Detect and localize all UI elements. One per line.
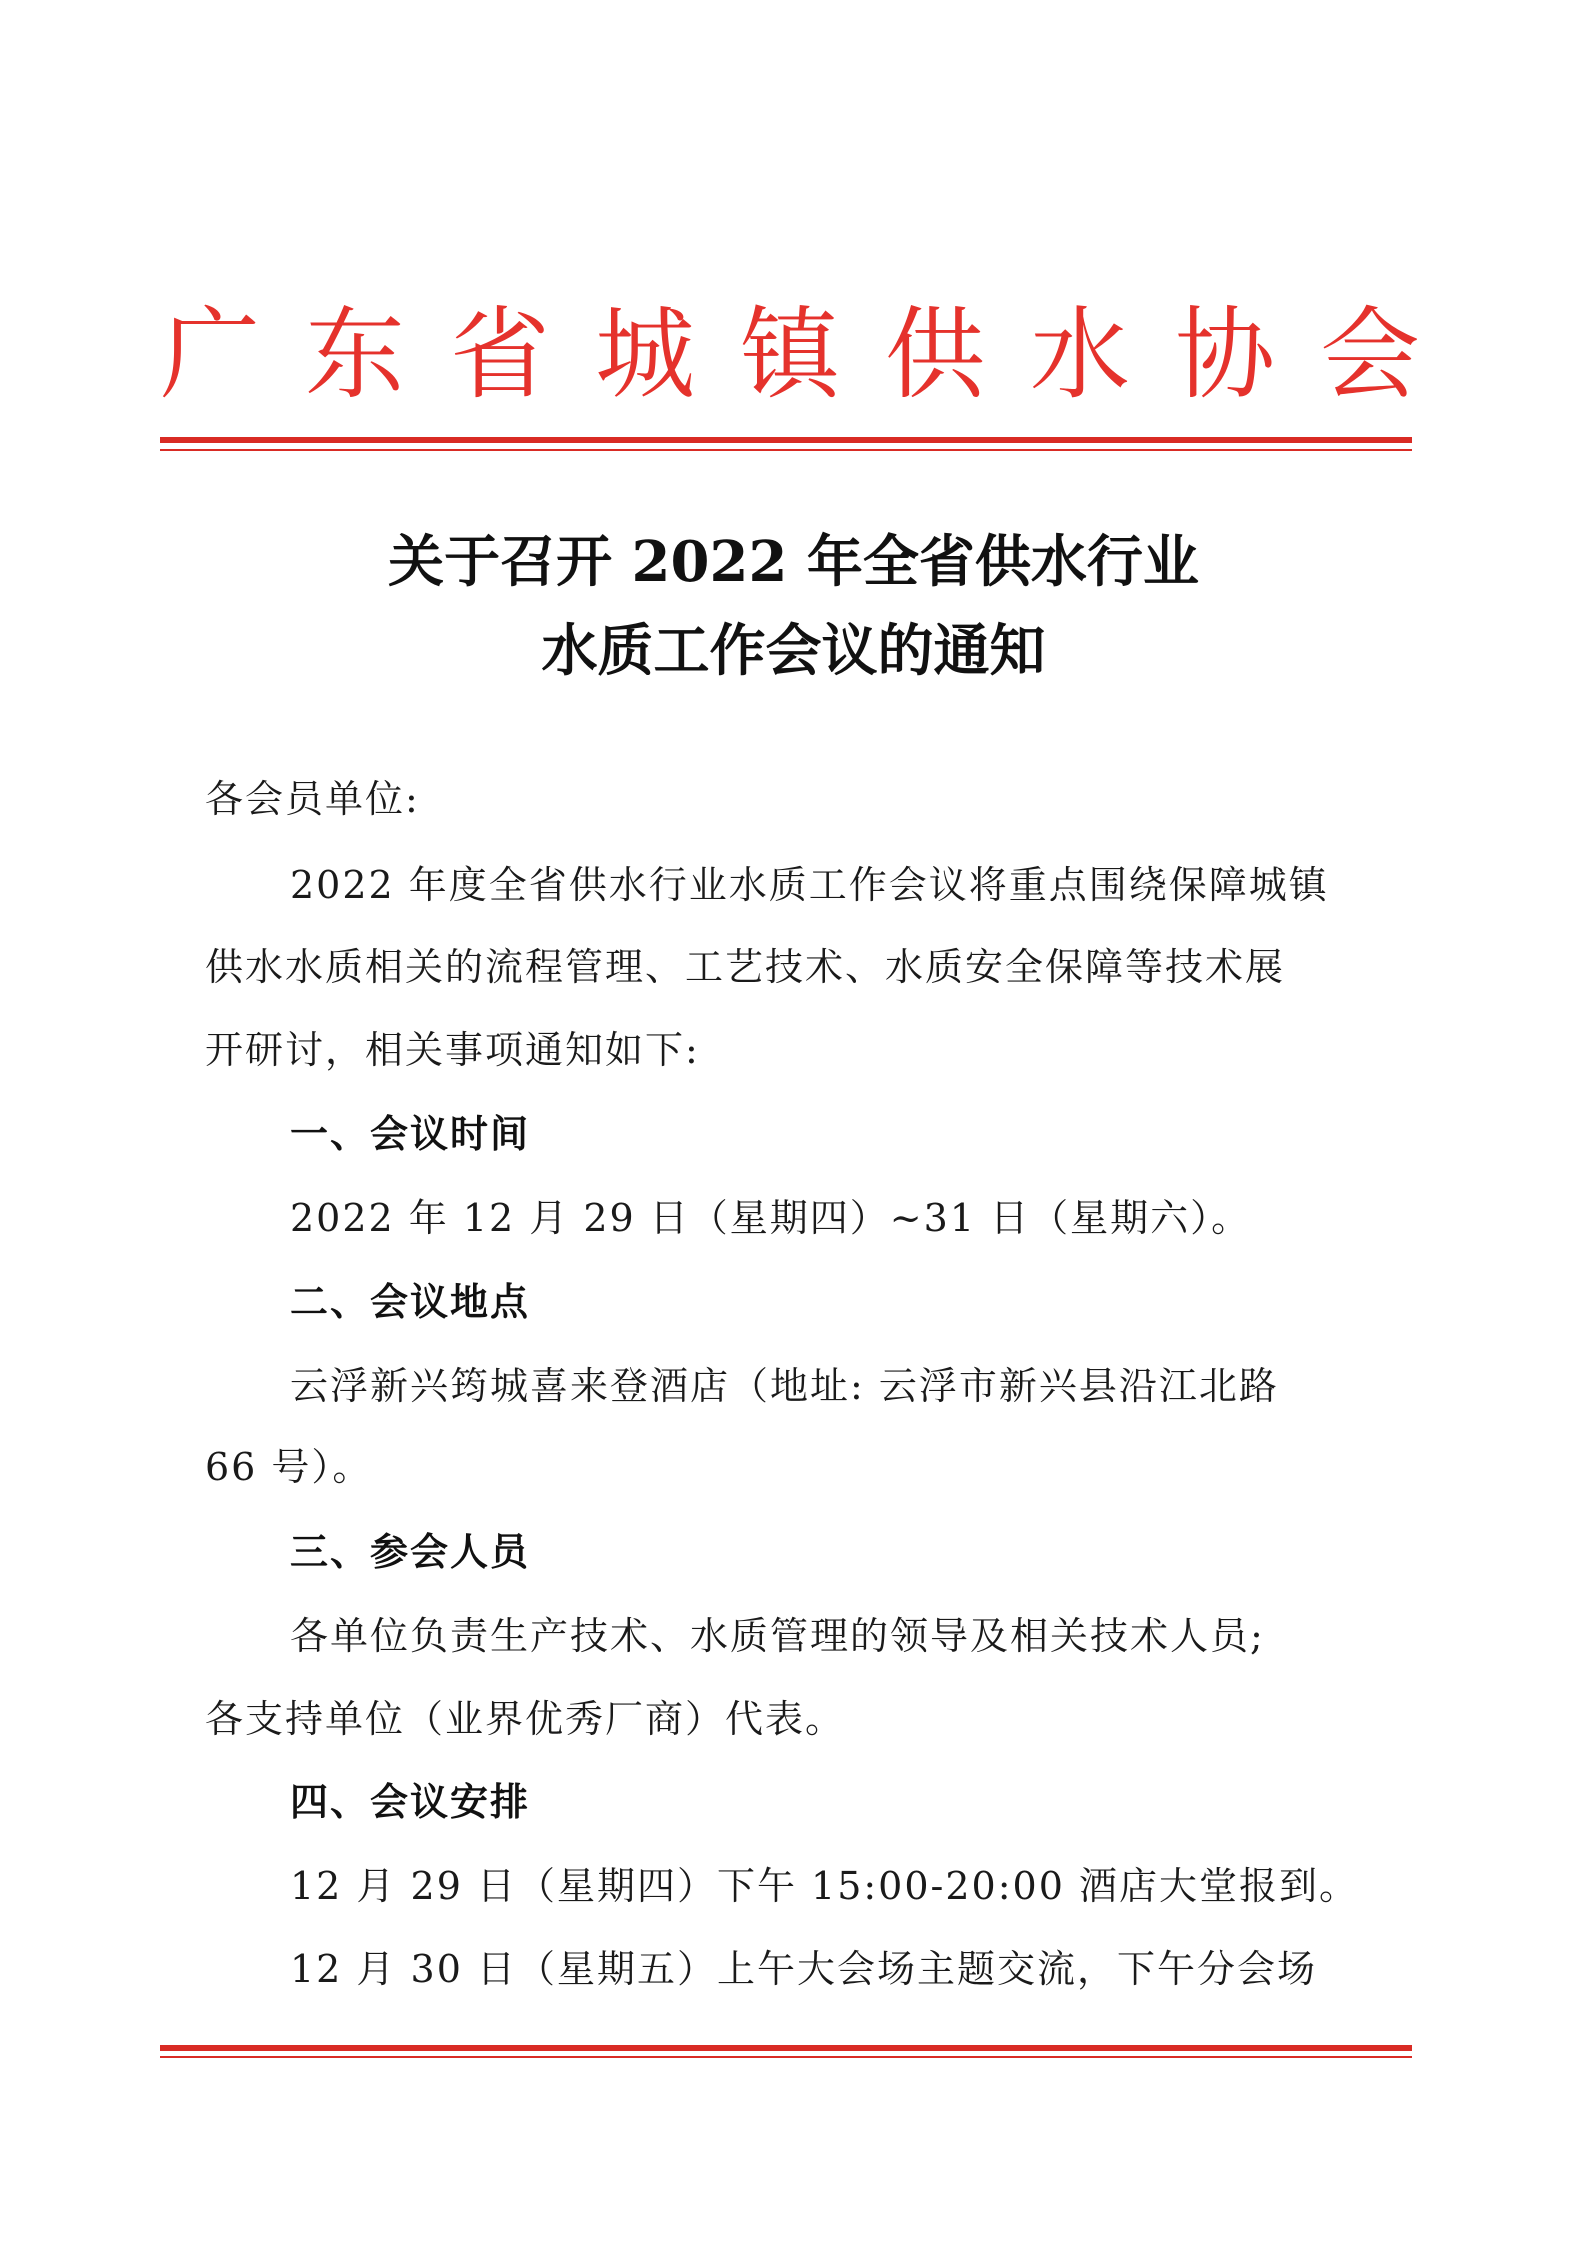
section-time-line: 2022 年 12 月 29 日（星期四）~31 日（星期六）。 <box>290 1196 1252 1240</box>
section-schedule-line: 12 月 30 日（星期五）上午大会场主题交流，下午分会场 <box>290 1947 1317 1991</box>
letterhead-char: 供 <box>885 296 985 413</box>
intro-line: 开研讨，相关事项通知如下: <box>205 1028 700 1072</box>
section-heading-location: 二、会议地点 <box>290 1280 531 1324</box>
letterhead-rule-thin <box>160 449 1412 451</box>
section-location-line: 66 号）。 <box>205 1445 373 1489</box>
intro-line: 2022 年度全省供水行业水质工作会议将重点围绕保障城镇 <box>290 863 1329 907</box>
footer-rule-thin <box>160 2056 1412 2058</box>
section-heading-schedule: 四、会议安排 <box>290 1780 531 1824</box>
letterhead-rule-thick <box>160 437 1412 443</box>
letterhead-char: 广 <box>160 296 260 413</box>
section-location-line: 云浮新兴筠城喜来登酒店（地址: 云浮市新兴县沿江北路 <box>290 1364 1279 1408</box>
section-heading-attendees: 三、参会人员 <box>290 1530 531 1574</box>
letterhead-char: 城 <box>595 296 695 413</box>
notice-title-line-1: 关于召开 2022 年全省供水行业 <box>388 529 1199 595</box>
letterhead-char: 协 <box>1175 296 1275 413</box>
footer-rule-thick <box>160 2045 1412 2051</box>
notice-title-line-2: 水质工作会议的通知 <box>541 618 1046 684</box>
letterhead-char: 水 <box>1030 296 1130 413</box>
section-schedule-line: 12 月 29 日（星期四）下午 15:00-20:00 酒店大堂报到。 <box>290 1864 1359 1908</box>
letterhead-char: 东 <box>305 296 405 413</box>
section-attendees-line: 各支持单位（业界优秀厂商）代表。 <box>205 1697 846 1741</box>
letterhead-char: 会 <box>1320 296 1420 413</box>
section-heading-time: 一、会议时间 <box>290 1112 531 1156</box>
letterhead-char: 镇 <box>740 296 840 413</box>
section-attendees-line: 各单位负责生产技术、水质管理的领导及相关技术人员; <box>290 1614 1265 1658</box>
salutation: 各会员单位: <box>205 777 420 821</box>
letterhead-char: 省 <box>450 296 550 413</box>
intro-line: 供水水质相关的流程管理、工艺技术、水质安全保障等技术展 <box>205 945 1286 989</box>
letterhead <box>160 296 1420 413</box>
